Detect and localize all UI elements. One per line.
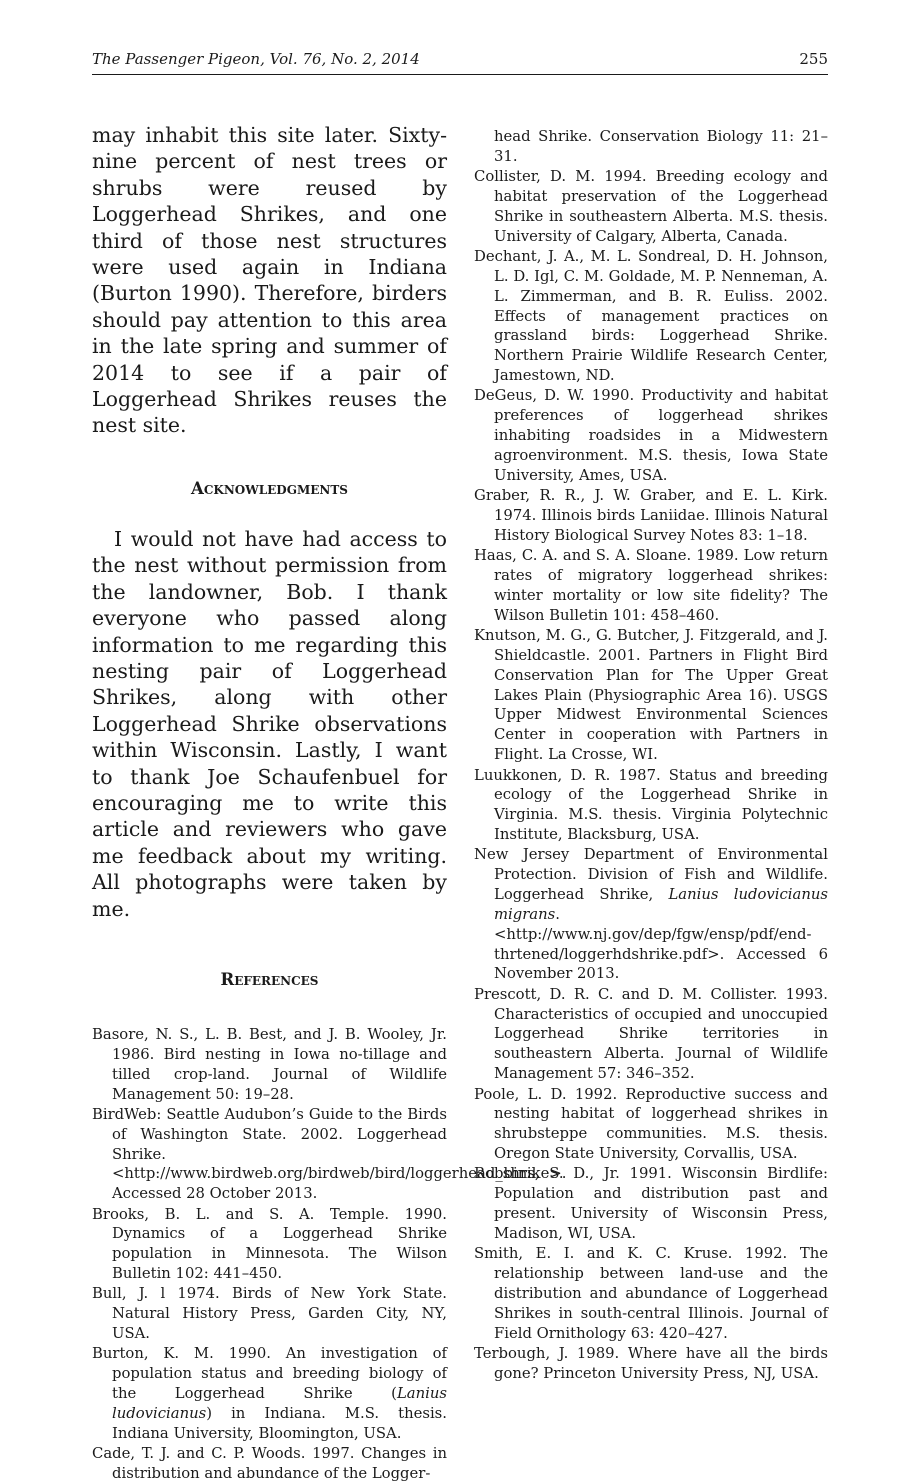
- reference-item: Knutson, M. G., G. Butcher, J. Fitzgerald, and J. Shieldcastle. 2001. Partners in Flight Bird Conservation Plan for The Upper Great Lakes Plain (Physiographic Area 16). USGS Upper Midwest Environmental Sciences Center in cooperation with Partners in Flight. La Crosse, WI.: [474, 627, 828, 764]
- reference-text: Burton, K. M. 1990. An investigation of population status and breeding biology of the Loggerhead Shrike (: [92, 1345, 447, 1403]
- intro-paragraph: may inhabit this site later. Sixty-nine percent of nest trees or shrubs were reused by Loggerhead Shrikes, and one third of those nest structures were used again in Indiana (Burton 1990). Therefore, birders should pay attention to this area in the late spring and summer of 2014 to see if a pair of Loggerhead Shrikes reuses the nest site.: [92, 123, 447, 438]
- reference-item: Dechant, J. A., M. L. Sondreal, D. H. Johnson, L. D. Igl, C. M. Goldade, M. P. Nenneman, A. L. Zimmerman, and B. R. Euliss. 2002. Effects of management practices on grassland birds: Loggerhead Shrike. Northern Prairie Wildlife Research Center, Jamestown, ND.: [474, 248, 828, 385]
- reference-item: Brooks, B. L. and S. A. Temple. 1990. Dynamics of a Loggerhead Shrike population in Minnesota. The Wilson Bulletin 102: 441–450.: [92, 1205, 447, 1283]
- reference-item: Graber, R. R., J. W. Graber, and E. L. Kirk. 1974. Illinois birds Laniidae. Illinois Natural History Biological Survey Notes 83: 1–18.: [474, 487, 828, 544]
- reference-item: [474, 845, 828, 984]
- reference-item: Collister, D. M. 1994. Breeding ecology and habitat preservation of the Loggerhead Shrike in southeastern Alberta. M.S. thesis. University of Calgary, Alberta, Canada.: [474, 168, 828, 245]
- reference-item: Terbough, J. 1989. Where have all the birds gone? Princeton University Press, NJ, USA.: [474, 1344, 828, 1382]
- page-number: 255: [799, 50, 828, 68]
- reference-text: ) in Indiana. M.S. thesis. Indiana University, Bloomington, USA.: [112, 1405, 447, 1442]
- reference-item: Bull, J. l 1974. Birds of New York State. Natural History Press, Garden City, NY, USA.: [92, 1285, 447, 1343]
- right-column: [474, 127, 828, 1384]
- reference-item: Smith, E. I. and K. C. Kruse. 1992. The relationship between land-use and the distribution and abundance of Loggerhead Shrikes in south-central Illinois. Journal of Field Ornithology 63: 420–427.: [474, 1245, 828, 1342]
- left-column: [92, 122, 567, 1484]
- reference-item: [92, 1344, 447, 1443]
- reference-item: DeGeus, D. W. 1990. Productivity and habitat preferences of loggerhead shrikes inhabiting roadsides in a Midwestern agroenvironment. M.S. thesis, Iowa State University, Ames, USA.: [474, 387, 828, 484]
- reference-list-left: [92, 1025, 567, 1484]
- species-name: Lanius ludovicianus: [112, 1385, 447, 1422]
- reference-item: Poole, L. D. 1992. Reproductive success and nesting habitat of loggerhead shrikes in shrubsteppe communities. M.S. thesis. Oregon State University, Corvallis, USA.: [474, 1085, 828, 1163]
- reference-item: Basore, N. S., L. B. Best, and J. B. Wooley, Jr. 1986. Bird nesting in Iowa no-tillage and tilled crop-land. Journal of Wildlife Management 50: 19–28.: [92, 1025, 447, 1103]
- running-header: [92, 50, 828, 75]
- reference-text: . <http://www.nj.gov/dep/fgw/ensp/pdf/end-thrtened/loggerhdshrike.pdf>. Accessed 6 November 2013.: [494, 905, 828, 983]
- acknowledgments-paragraph: I would not have had access to the nest without permission from the landowner, Bob. I thank everyone who passed along information to me regarding this nesting pair of Loggerhead Shrikes, along with other Loggerhead Shrike observations within Wisconsin. Lastly, I want to thank Joe Schaufenbuel for encouraging me to write this article and reviewers who gave me feedback about my writing. All photographs were taken by me.: [92, 526, 447, 921]
- reference-text: New Jersey Department of Environmental Protection. Division of Fish and Wildlife. Loggerhead Shrike,: [474, 846, 828, 904]
- references-heading: References: [220, 969, 319, 989]
- species-name: Lanius ludovicianus migrans: [494, 886, 828, 923]
- reference-item: BirdWeb: Seattle Audubon’s Guide to the Birds of Washington State. 2002. Loggerhead Shrike. <http://www.birdweb.org/birdweb/bird/loggerhead_shrike>. Accessed 28 October 2013.: [92, 1105, 567, 1203]
- reference-item: Haas, C. A. and S. A. Sloane. 1989. Low return rates of migratory loggerhead shrikes: winter mortality or low site fidelity? The Wilson Bulletin 101: 458–460.: [474, 547, 828, 624]
- reference-item: Cade, T. J. and C. P. Woods. 1997. Changes in distribution and abundance of the Logger-: [92, 1445, 447, 1483]
- acknowledgments-heading: Acknowledgments: [191, 478, 348, 498]
- reference-item: Luukkonen, D. R. 1987. Status and breeding ecology of the Loggerhead Shrike in Virginia. M.S. thesis. Virginia Polytechnic Institute, Blacksburg, USA.: [474, 766, 828, 844]
- journal-citation: The Passenger Pigeon, Vol. 76, No. 2, 2014: [92, 50, 420, 68]
- reference-continuation: head Shrike. Conservation Biology 11: 21–31.: [494, 128, 828, 165]
- reference-item: Robbins, S. D., Jr. 1991. Wisconsin Birdlife: Population and distribution past and present. University of Wisconsin Press, Madison, WI, USA.: [474, 1165, 828, 1242]
- reference-item: Prescott, D. R. C. and D. M. Collister. 1993. Characteristics of occupied and unoccupied Loggerhead Shrike territories in southeastern Alberta. Journal of Wildlife Management 57: 346–352.: [474, 985, 828, 1083]
